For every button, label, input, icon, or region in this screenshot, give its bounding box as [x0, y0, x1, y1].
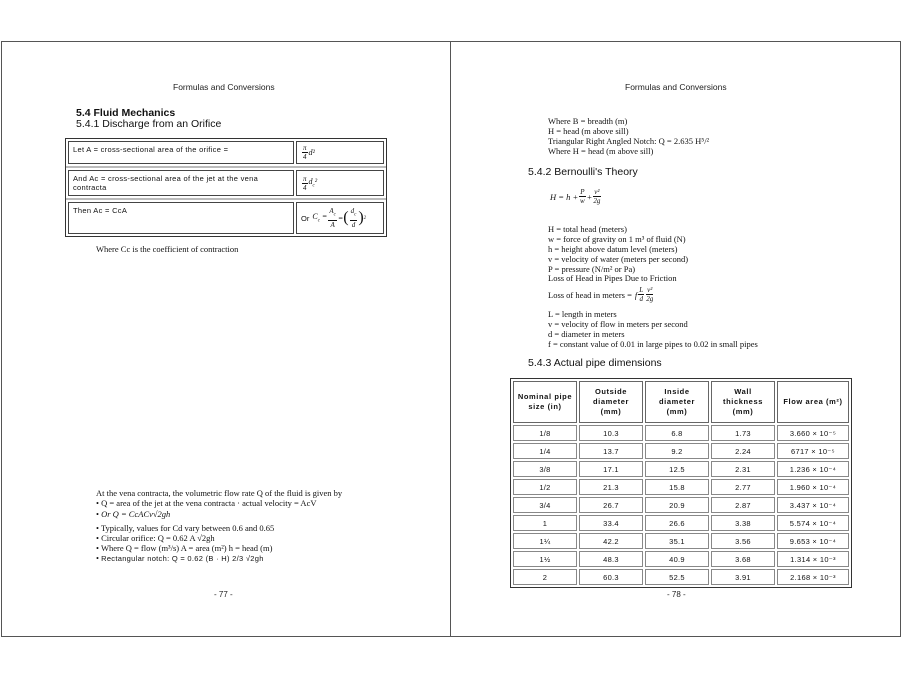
table-row — [513, 497, 849, 513]
table-cell: 21.3 — [579, 479, 643, 495]
table-header-row — [513, 381, 849, 423]
diameter-def: d = diameter in meters — [548, 329, 625, 339]
table-cell: 2.31 — [711, 461, 775, 477]
table-cell: 3.91 — [711, 569, 775, 585]
table-cell: 3.660 × 10⁻⁵ — [777, 425, 849, 441]
table-row — [513, 551, 849, 567]
head-def-2: Where H = head (m above sill) — [548, 146, 654, 156]
orifice-formula-table — [65, 138, 387, 237]
bernoulli-formula: H = h + $\frac{P}{w}$ + $\frac{\text{v²}}{2g}$ — [550, 188, 601, 205]
pressure-def: P = pressure (N/m² or Pa) — [548, 264, 636, 274]
table-cell: 6.8 — [645, 425, 709, 441]
table-cell: 1.73 — [711, 425, 775, 441]
row-label: Then Ac = CcA — [68, 202, 294, 234]
contraction-formula: Or $C_c$ = $\frac{A_c}{A}$ = ( $\frac{d_c}{d}$ ) 2 — [296, 202, 384, 234]
table-cell: 1.236 × 10⁻⁴ — [777, 461, 849, 477]
table-cell: 2 — [513, 569, 577, 585]
flow-intro: At the vena contracta, the volumetric flow rate Q of the fluid is given by — [96, 488, 343, 498]
table-cell: 1 — [513, 515, 577, 531]
table-cell: 17.1 — [579, 461, 643, 477]
friction-constant-def: f = constant value of 0.01 in large pipes to 0.02 in small pipes — [548, 339, 758, 349]
page-divider — [450, 41, 451, 637]
section-title: 5.4 Fluid Mechanics — [76, 107, 176, 119]
total-head-def: H = total head (meters) — [548, 224, 627, 234]
table-cell: 26.6 — [645, 515, 709, 531]
table-cell: 3/8 — [513, 461, 577, 477]
table-row — [66, 168, 386, 200]
table-cell: 40.9 — [645, 551, 709, 567]
list-item: • Typically, values for Cd vary between 0.6 and 0.65 — [96, 523, 275, 533]
right-page-number: - 78 - — [667, 590, 686, 599]
table-row — [66, 139, 386, 168]
table-cell: 5.574 × 10⁻⁴ — [777, 515, 849, 531]
table-cell: 60.3 — [579, 569, 643, 585]
table-cell: 12.5 — [645, 461, 709, 477]
triangular-notch: Triangular Right Angled Notch: Q = 2.635 H⁵/² — [548, 136, 710, 146]
left-header: Formulas and Conversions — [173, 82, 275, 92]
table-cell: 9.2 — [645, 443, 709, 459]
table-cell: 2.87 — [711, 497, 775, 513]
where-cc-text: Where Cc is the coefficient of contraction — [96, 244, 239, 254]
col-header: Wall thickness (mm) — [711, 381, 775, 423]
table-cell: 33.4 — [579, 515, 643, 531]
left-page-number: - 77 - — [214, 590, 233, 599]
loss-of-head-formula: Loss of head in meters = f $\frac{L}{d}$ $\frac{\text{v²}}{2g}$ — [548, 286, 654, 303]
row-label: Let A = cross-sectional area of the orifice = — [68, 141, 294, 164]
col-header: Inside diameter (mm) — [645, 381, 709, 423]
table-row — [66, 200, 386, 236]
table-cell: 9.653 × 10⁻⁴ — [777, 533, 849, 549]
table-cell: 2.168 × 10⁻³ — [777, 569, 849, 585]
table-cell: 3.68 — [711, 551, 775, 567]
table-cell: 3.56 — [711, 533, 775, 549]
table-row — [513, 533, 849, 549]
friction-heading: Loss of Head in Pipes Due to Friction — [548, 273, 677, 283]
list-item: • Where Q = flow (m³/s) A = area (m²) h = head (m) — [96, 543, 273, 553]
table-cell: 10.3 — [579, 425, 643, 441]
table-cell: 3/4 — [513, 497, 577, 513]
list-item: • Rectangular notch: Q = 0.62 (B · H) 2/3 √2gh — [96, 553, 264, 563]
table-row — [513, 443, 849, 459]
list-item: • Or Q = CcACv√2gh — [96, 509, 171, 519]
table-cell: 2.24 — [711, 443, 775, 459]
loss-label: Loss of head in meters = — [548, 289, 632, 300]
table-cell: 3.38 — [711, 515, 775, 531]
subsection-title: 5.4.1 Discharge from an Orifice — [76, 118, 222, 130]
list-item: • Circular orifice: Q = 0.62 A √2gh — [96, 533, 215, 543]
gravity-def: w = force of gravity on 1 m³ of fluid (N) — [548, 234, 686, 244]
table-row — [513, 479, 849, 495]
bernoulli-title: 5.4.2 Bernoulli's Theory — [528, 166, 638, 178]
table-cell: 3.437 × 10⁻⁴ — [777, 497, 849, 513]
table-row — [513, 461, 849, 477]
breadth-def: Where B = breadth (m) — [548, 116, 628, 126]
table-cell: 1/2 — [513, 479, 577, 495]
table-cell: 2.77 — [711, 479, 775, 495]
table-cell: 15.8 — [645, 479, 709, 495]
height-def: h = height above datum level (meters) — [548, 244, 678, 254]
row-label: And Ac = cross-sectional area of the jet at the vena contracta — [68, 170, 294, 196]
col-header: Nominal pipe size (in) — [513, 381, 577, 423]
table-row — [513, 425, 849, 441]
table-cell: 1½ — [513, 551, 577, 567]
flow-velocity-def: v = velocity of flow in meters per second — [548, 319, 688, 329]
table-cell: 1.314 × 10⁻³ — [777, 551, 849, 567]
table-cell: 1/4 — [513, 443, 577, 459]
table-cell: 13.7 — [579, 443, 643, 459]
table-cell: 35.1 — [645, 533, 709, 549]
velocity-def: v = velocity of water (meters per second) — [548, 254, 689, 264]
table-cell: 1¼ — [513, 533, 577, 549]
pipe-dimensions-title: 5.4.3 Actual pipe dimensions — [528, 357, 662, 369]
pipe-table-body — [513, 425, 849, 585]
col-header: Flow area (m²) — [777, 381, 849, 423]
table-cell: 42.2 — [579, 533, 643, 549]
table-cell: 6717 × 10⁻⁵ — [777, 443, 849, 459]
table-cell: 1/8 — [513, 425, 577, 441]
col-header: Outside diameter (mm) — [579, 381, 643, 423]
table-cell: 48.3 — [579, 551, 643, 567]
head-def: H = head (m above sill) — [548, 126, 629, 136]
table-row — [513, 515, 849, 531]
right-header: Formulas and Conversions — [625, 82, 727, 92]
length-def: L = length in meters — [548, 309, 617, 319]
jet-area-formula: $\frac{\pi}{4}$ $d_c^2$ — [296, 170, 384, 196]
area-formula: $\frac{\pi}{4}$ d² — [296, 141, 384, 164]
table-cell: 26.7 — [579, 497, 643, 513]
list-item: • Q = area of the jet at the vena contracta · actual velocity = AcV — [96, 498, 317, 508]
pipe-dimensions-table — [510, 378, 852, 588]
table-row — [513, 569, 849, 585]
table-cell: 52.5 — [645, 569, 709, 585]
table-cell: 1.960 × 10⁻⁴ — [777, 479, 849, 495]
table-cell: 20.9 — [645, 497, 709, 513]
